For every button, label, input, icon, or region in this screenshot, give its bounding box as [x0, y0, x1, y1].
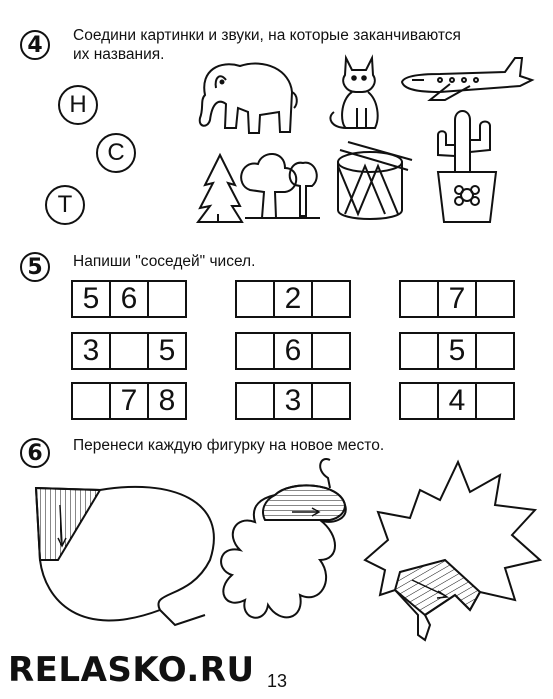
letter-n[interactable]: Н: [58, 85, 98, 125]
letter-s[interactable]: С: [96, 133, 136, 173]
sequence-cell[interactable]: 2: [275, 282, 313, 316]
page-number: 13: [267, 671, 288, 691]
task4-instruction-line1: Соедини картинки и звуки, на которые заканчиваются: [73, 27, 461, 44]
sequence-cell[interactable]: 5: [439, 334, 477, 368]
task-number-5: 5: [20, 252, 50, 282]
sequence-cell[interactable]: 7: [439, 282, 477, 316]
sequence-cell[interactable]: 8: [158, 384, 176, 417]
sequence-cell[interactable]: 3: [275, 384, 313, 418]
oak-leaf-figure[interactable]: [221, 459, 346, 618]
sequence-cell[interactable]: 5: [73, 282, 111, 316]
heart-leaf-figure[interactable]: [36, 487, 214, 625]
letter-t[interactable]: Т: [45, 185, 85, 225]
task-number-4: 4: [20, 30, 50, 60]
task4-instruction-line2: их названия.: [73, 46, 165, 63]
sequence-cell[interactable]: 6: [275, 334, 313, 368]
maple-leaf-figure[interactable]: [365, 462, 540, 640]
sequence-cell[interactable]: 3: [73, 334, 111, 368]
sequence-cell[interactable]: 6: [111, 282, 149, 316]
sequence-cell[interactable]: 7: [111, 384, 149, 418]
task6-instruction: Перенеси каждую фигурку на новое место.: [73, 437, 385, 454]
sequence-cell[interactable]: 5: [158, 334, 176, 367]
sequence-cell[interactable]: 4: [439, 384, 477, 418]
site-watermark: RELASKO.RU: [8, 650, 255, 690]
task-number-6: 6: [20, 438, 50, 468]
task5-instruction: Напиши "соседей" чисел.: [73, 253, 256, 270]
